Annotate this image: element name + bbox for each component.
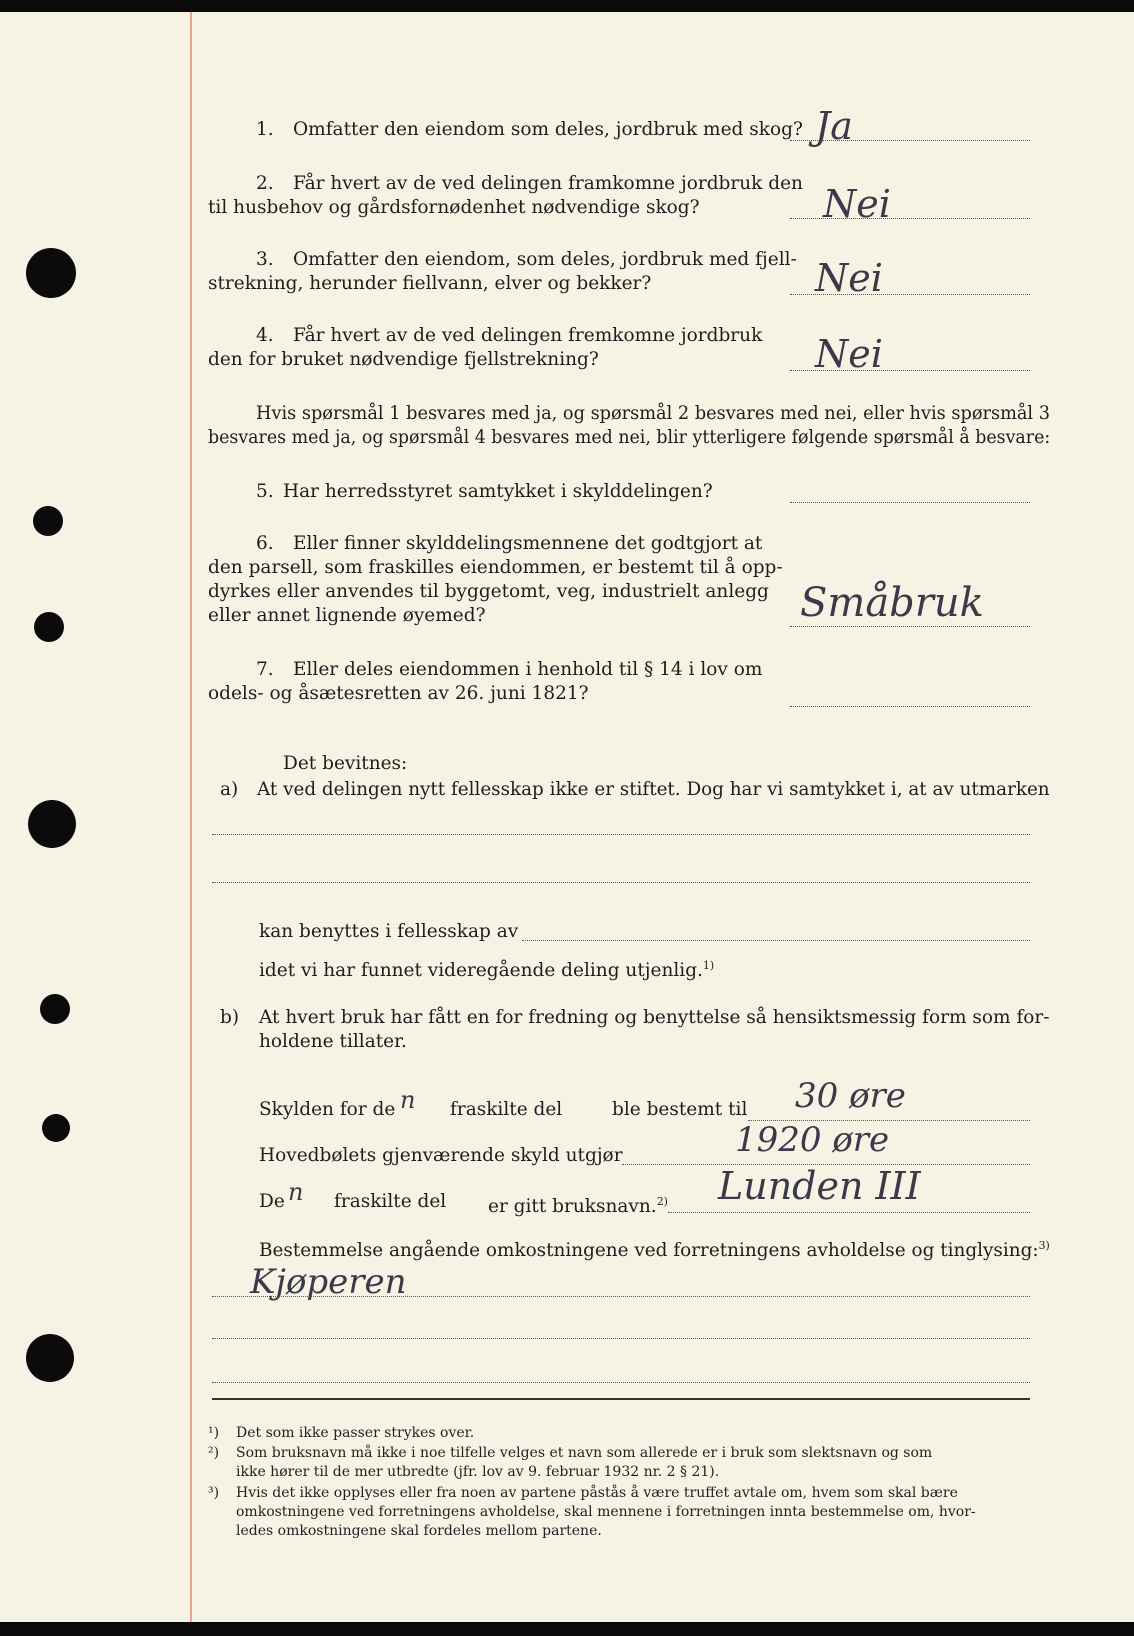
binder-hole	[33, 506, 63, 536]
skyld-value: 30 øre	[795, 1076, 906, 1116]
footnote-rule	[212, 1398, 1030, 1400]
answer-line	[790, 706, 1030, 707]
footnote-2: Som bruksnavn må ikke i noe tilfelle velges et navn som allerede er i bruk som slektsnavn og som	[236, 1445, 933, 1461]
question-4-text: den for bruket nødvendige fjellstrekning?	[208, 349, 599, 370]
fill-line	[522, 940, 1030, 941]
binder-hole	[42, 1114, 70, 1142]
footnote-1-mark: ¹)	[208, 1425, 220, 1441]
binder-hole	[34, 612, 64, 642]
question-4-answer: Nei	[815, 332, 883, 376]
question-6-text: Eller finner skylddelingsmennene det godtgjort at	[293, 533, 763, 554]
question-4-number: 4.	[256, 325, 274, 346]
question-2-text: Får hvert av de ved delingen framkomne jordbruk den	[293, 173, 803, 194]
binder-hole	[26, 1334, 74, 1382]
condition-text: besvares med ja, og spørsmål 4 besvares med nei, blir ytterligere følgende spørsmål å besvare:	[208, 427, 1051, 448]
footnote-3-mark: ³)	[208, 1485, 220, 1501]
testimony-b-label: b)	[220, 1007, 240, 1028]
fill-line	[212, 882, 1030, 883]
testimony-a-reason	[259, 954, 714, 983]
question-4-text: Får hvert av de ved delingen fremkomne jordbruk	[293, 325, 763, 346]
question-3-answer: Nei	[815, 256, 883, 300]
footnote-ref: 1)	[702, 959, 715, 972]
question-2-answer: Nei	[823, 182, 891, 226]
name-value: Lunden III	[718, 1164, 921, 1208]
testimony-a-label: a)	[220, 779, 239, 800]
footnote-3: omkostningene ved forretningens avholdelse, skal mennene i forretningen innta bestemmelse om, hvor-	[236, 1504, 976, 1520]
footnote-ref: 3)	[1038, 1239, 1050, 1252]
skyld-label: ble bestemt til	[612, 1099, 748, 1120]
question-1-answer: Ja	[815, 104, 853, 148]
cost-value: Kjøperen	[250, 1262, 407, 1302]
question-1-text: Omfatter den eiendom som deles, jordbruk med skog?	[293, 119, 803, 140]
binder-hole	[28, 800, 76, 848]
skyld-handwritten-n: n	[400, 1086, 416, 1114]
footnote-2: ikke hører til de mer utbredte (jfr. lov av 9. februar 1932 nr. 2 § 21).	[236, 1464, 720, 1480]
question-6-text: dyrkes eller anvendes til byggetomt, veg, industrielt anlegg	[208, 581, 769, 602]
footnote-2-mark: ²)	[208, 1445, 220, 1461]
margin-line	[190, 12, 192, 1622]
skyld-label: fraskilte del	[450, 1099, 563, 1120]
fill-line	[212, 834, 1030, 835]
hoved-label: Hovedbølets gjenværende skyld utgjør	[259, 1145, 623, 1166]
question-6-answer: Småbruk	[800, 580, 984, 626]
fill-line	[212, 1296, 1030, 1297]
name-label-text: er gitt bruksnavn.	[488, 1196, 657, 1218]
question-3-number: 3.	[256, 249, 274, 270]
question-3-text: Omfatter den eiendom, som deles, jordbruk med fjell-	[293, 249, 797, 270]
name-handwritten-n: n	[288, 1178, 304, 1206]
testimony-a-common: kan benyttes i fellesskap av	[259, 921, 519, 942]
hoved-value: 1920 øre	[735, 1120, 890, 1160]
fill-line	[212, 1382, 1030, 1383]
binder-hole	[26, 248, 76, 298]
question-3-text: strekning, herunder fiellvann, elver og bekker?	[208, 273, 652, 294]
testimony-heading: Det bevitnes:	[283, 753, 408, 774]
footnote-1: Det som ikke passer strykes over.	[236, 1425, 475, 1441]
question-2-number: 2.	[256, 173, 274, 194]
question-5-number: 5.	[256, 481, 274, 502]
name-label: De	[259, 1191, 285, 1212]
testimony-a-text: At ved delingen nytt fellesskap ikke er stiftet. Dog har vi samtykket i, at av utmarken	[257, 779, 1050, 800]
binder-hole	[40, 994, 70, 1024]
question-7-number: 7.	[256, 659, 274, 680]
condition-text: Hvis spørsmål 1 besvares med ja, og spørsmål 2 besvares med nei, eller hvis spørsmål 3	[256, 403, 1051, 424]
question-1-number: 1.	[256, 119, 274, 140]
skyld-label: Skylden for de	[259, 1099, 396, 1120]
testimony-b-text: At hvert bruk har fått en for fredning og benyttelse så hensiktsmessig form som for-	[259, 1007, 1050, 1028]
testimony-a-reason-text: idet vi har funnet videregående deling utjenlig.	[259, 960, 703, 982]
answer-line	[790, 626, 1030, 627]
question-6-text: eller annet lignende øyemed?	[208, 605, 486, 626]
question-6-number: 6.	[256, 533, 274, 554]
question-6-text: den parsell, som fraskilles eiendommen, er bestemt til å opp-	[208, 557, 783, 578]
document-page	[0, 12, 1134, 1622]
question-2-text: til husbehov og gårdsfornødenhet nødvendige skog?	[208, 197, 700, 218]
fill-line	[668, 1212, 1030, 1213]
fill-line	[212, 1338, 1030, 1339]
question-7-text: Eller deles eiendommen i henhold til § 14 i lov om	[293, 659, 763, 680]
cost-label-text: Bestemmelse angående omkostningene ved forretningens avholdelse og tinglysing:	[259, 1240, 1039, 1262]
question-7-text: odels- og åsætesretten av 26. juni 1821?	[208, 683, 589, 704]
question-5-text: Har herredsstyret samtykket i skylddelingen?	[283, 481, 713, 502]
footnote-3: Hvis det ikke opplyses eller fra noen av partene påstås å være truffet avtale om, hvem som skal bære	[236, 1485, 958, 1501]
footnote-ref: 2)	[656, 1195, 668, 1208]
name-label: fraskilte del	[334, 1191, 447, 1212]
answer-line	[790, 502, 1030, 503]
name-label	[488, 1190, 668, 1219]
cost-label	[259, 1234, 1050, 1263]
testimony-b-text: holdene tillater.	[259, 1031, 407, 1052]
footnote-3: ledes omkostningene skal fordeles mellom partene.	[236, 1523, 602, 1539]
